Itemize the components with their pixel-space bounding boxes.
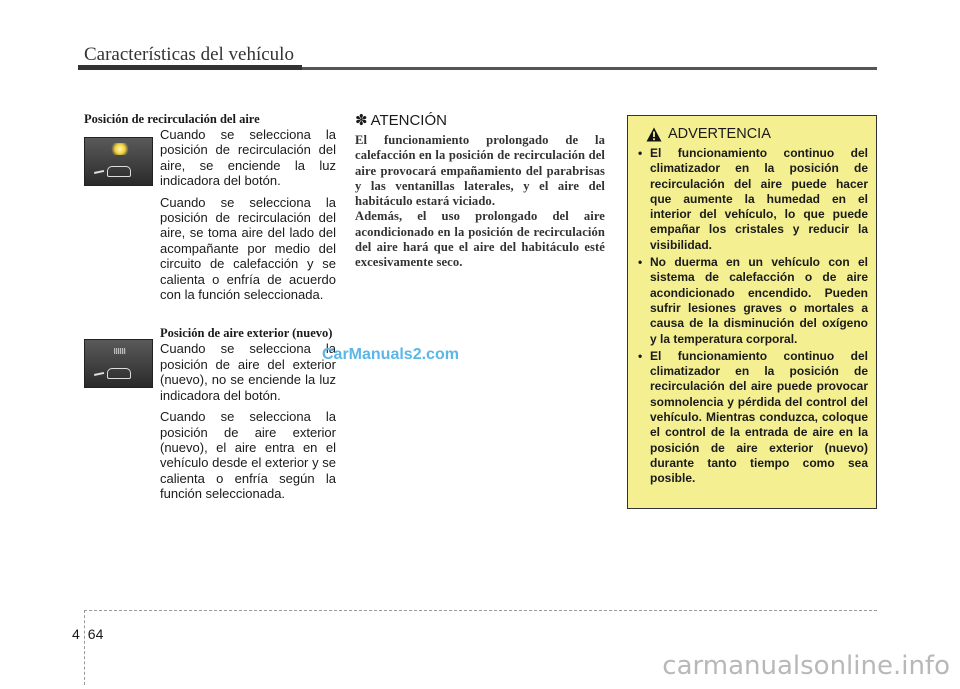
left-column	[84, 112, 336, 508]
page-number	[72, 626, 111, 642]
attention-paragraph-1: El funcionamiento prolongado de la calefacción en la posición de recirculación del aire provocará empañamiento del parabrisas y las ventanillas laterales, y el aire del habitáculo estará viciado.	[355, 133, 605, 209]
warning-triangle-icon	[646, 127, 662, 142]
warning-list	[636, 146, 868, 487]
warning-title: ADVERTENCIA	[668, 126, 771, 142]
attention-title: ATENCIÓN	[370, 111, 447, 129]
warning-item: • No duerma en un vehículo con el sistema de calefacción o de aire acondicionado encendido. Pueden sufrir lesiones graves o mortales a causa de la disminución del oxígeno y la temperatura corporal.	[636, 255, 868, 347]
footer-vertical-rule	[84, 610, 85, 685]
attention-asterisk-icon: ✽	[355, 112, 368, 129]
attention-section	[355, 111, 605, 271]
recirculation-paragraph-2: Cuando se selecciona la posición de recirculación del aire, se toma aire del lado del acompañante por medio del circuito de calefacción y se calienta o enfría de acuerdo con la función seleccionada.	[160, 194, 336, 303]
warning-item: • El funcionamiento continuo del climatizador en la posición de recirculación del aire puede hacer que aumente la humedad en el interior del vehículo, lo que puede empañar los cristales y reducir la visibilidad.	[636, 146, 868, 253]
section-heading-fresh-air: Posición de aire exterior (nuevo)	[160, 326, 333, 341]
fresh-air-paragraph-2: Cuando se selecciona la posición de aire exterior (nuevo), el aire entra en el vehículo desde el exterior y se calienta o enfría según la función seleccionada.	[160, 409, 336, 502]
page-number-value: 64	[87, 626, 104, 642]
section-heading-recirculation: Posición de recirculación del aire	[84, 112, 260, 126]
page-header-title: Características del vehículo	[84, 44, 294, 65]
attention-heading	[355, 111, 605, 129]
fresh-air-paragraph-1: Cuando se selecciona la posición de aire del exterior (nuevo), no se enciende la luz indicadora del botón.	[160, 341, 336, 403]
recirculation-paragraph-1: Cuando se selecciona la posición de recirculación del aire, se enciende la luz indicadora del botón.	[160, 127, 336, 189]
warning-item: • El funcionamiento continuo del climatizador en la posición de recirculación del aire puede provocar somnolencia y pérdida del control del vehículo. Mientras conduzca, coloque el control de la entrada de aire en la posición de aire exterior (nuevo) durante tanto tiempo como sea posible.	[636, 349, 868, 487]
watermark-logo: CarManuals2.com	[322, 346, 459, 363]
warning-heading	[646, 126, 868, 142]
chapter-number: 4	[72, 626, 80, 642]
warning-box	[627, 115, 877, 509]
footer-rule	[84, 610, 877, 611]
header-rule	[78, 67, 877, 70]
footer-watermark: carmanualsonline.info	[662, 651, 950, 681]
attention-paragraph-2: Además, el uso prolongado del aire acondicionado en la posición de recirculación del aire hará que el aire del habitáculo esté excesivamente seco.	[355, 209, 605, 270]
